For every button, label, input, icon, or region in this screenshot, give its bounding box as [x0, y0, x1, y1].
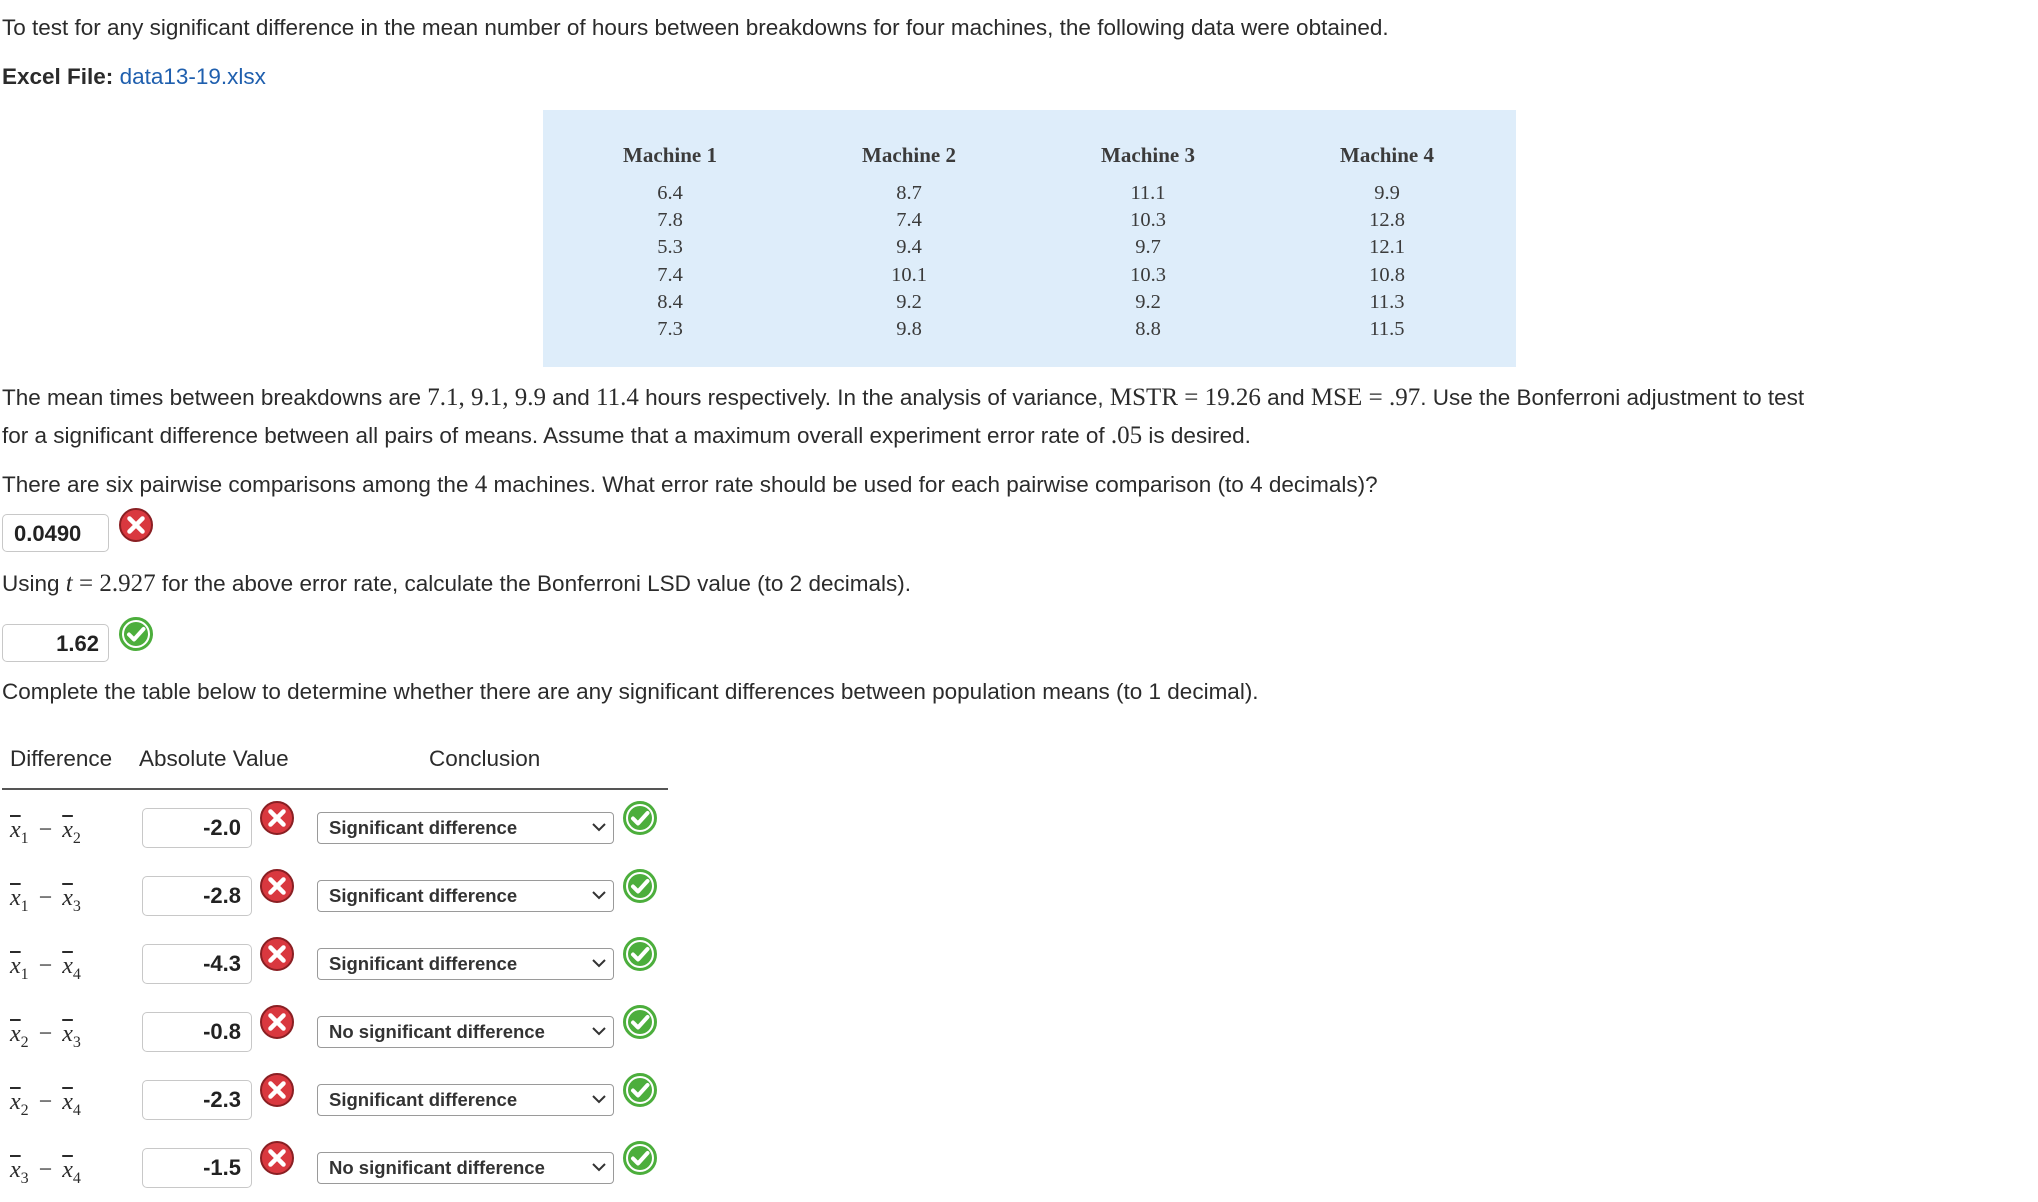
conclusion-selected-value: No significant difference	[329, 1157, 545, 1178]
excel-file-line	[2, 62, 266, 92]
machine-value: 11.3	[1369, 290, 1405, 313]
machine-column	[809, 140, 1009, 343]
correct-icon	[118, 616, 154, 652]
conclusion-select[interactable]	[317, 880, 614, 912]
machine-count: 4	[474, 471, 488, 498]
mean-1: 7.1	[427, 384, 459, 411]
excel-file-label: Excel File:	[2, 64, 114, 89]
subscript: 1	[20, 965, 29, 983]
absolute-value-input[interactable]: -2.3	[142, 1080, 252, 1120]
x-bar: $\overline{x}$	[62, 1021, 73, 1047]
alpha-value: .05	[1110, 422, 1143, 449]
machine-value: 7.4	[657, 263, 683, 286]
subscript: 1	[20, 829, 29, 847]
incorrect-icon	[259, 1140, 295, 1176]
machine-value: 8.7	[896, 182, 922, 204]
para-text: hours respectively. In the analysis of variance,	[638, 385, 1110, 410]
table-header-divider	[2, 788, 668, 790]
incorrect-icon	[259, 868, 295, 904]
x-bar: $\overline{x}$	[10, 817, 21, 843]
machine-column	[1048, 140, 1248, 343]
incorrect-icon	[259, 1004, 295, 1040]
chevron-down-icon	[592, 1094, 606, 1104]
difference-label	[10, 885, 81, 916]
minus-sign: −	[38, 1089, 53, 1115]
machine-value: 11.1	[1130, 182, 1166, 204]
x-bar: $\overline{x}$	[10, 953, 21, 979]
para-text: and	[545, 385, 597, 410]
machine-value: 9.2	[896, 290, 922, 313]
machine-header: Machine 2	[862, 143, 956, 167]
absolute-value-input[interactable]: -2.0	[142, 808, 252, 848]
machine-value: 10.3	[1130, 263, 1166, 286]
q2-text: for the above error rate, calculate the Bonferroni LSD value (to 2 decimals).	[155, 571, 911, 596]
mstr-value: 19.26	[1204, 384, 1261, 411]
absolute-value-input[interactable]: -4.3	[142, 944, 252, 984]
lsd-answer-input[interactable]: 1.62	[2, 624, 109, 662]
header-conclusion: Conclusion	[429, 746, 541, 771]
machine-value: 6.4	[657, 182, 683, 204]
q2-text: =	[72, 570, 100, 597]
subscript: 4	[72, 965, 81, 983]
para-text: ,	[458, 384, 471, 411]
machine-value: 12.1	[1369, 236, 1405, 259]
x-bar: $\overline{x}$	[62, 1089, 73, 1115]
x-bar: $\overline{x}$	[10, 1157, 21, 1183]
minus-sign: −	[38, 1021, 53, 1047]
subscript: 3	[20, 1169, 29, 1187]
absolute-value-input[interactable]: -2.8	[142, 876, 252, 916]
mean-2: 9.1	[470, 384, 503, 411]
chevron-down-icon	[592, 1026, 606, 1036]
conclusion-selected-value: Significant difference	[329, 953, 518, 974]
conclusion-select[interactable]	[317, 1016, 614, 1048]
x-bar: $\overline{x}$	[62, 1157, 73, 1183]
incorrect-icon	[259, 800, 295, 836]
para-text: The mean times between breakdowns are	[2, 385, 428, 410]
conclusion-select[interactable]	[317, 948, 614, 980]
machine-value: 11.5	[1369, 318, 1405, 341]
subscript: 2	[72, 829, 81, 847]
conclusion-selected-value: Significant difference	[329, 1089, 518, 1110]
subscript: 4	[72, 1101, 81, 1119]
para-text: =	[1362, 384, 1389, 411]
incorrect-icon	[259, 936, 295, 972]
question-error-rate	[2, 470, 1378, 500]
minus-sign: −	[38, 1157, 53, 1183]
mse-value: .97	[1388, 384, 1421, 411]
machine-value: 10.3	[1130, 209, 1166, 232]
q2-text: Using	[2, 571, 66, 596]
machine-column	[1287, 140, 1487, 343]
x-bar: $\overline{x}$	[62, 953, 73, 979]
correct-icon	[622, 936, 658, 972]
machine-value: 9.7	[1135, 236, 1161, 259]
t-symbol: t	[65, 570, 73, 597]
machine-value: 5.3	[657, 236, 683, 259]
question-lsd	[2, 569, 911, 599]
header-difference: Difference	[10, 746, 113, 771]
x-bar: $\overline{x}$	[62, 817, 73, 843]
means-paragraph-line2	[2, 421, 1251, 451]
incorrect-icon	[118, 507, 154, 543]
minus-sign: −	[38, 953, 53, 979]
chevron-down-icon	[592, 958, 606, 968]
absolute-value-input[interactable]: -1.5	[142, 1148, 252, 1188]
chevron-down-icon	[592, 890, 606, 900]
conclusion-selected-value: No significant difference	[329, 1021, 545, 1042]
q1-text: There are six pairwise comparisons among the	[2, 472, 475, 497]
machine-value: 7.3	[657, 318, 683, 341]
correct-icon	[622, 1004, 658, 1040]
machine-value: 7.4	[896, 209, 922, 232]
question-table-instructions: Complete the table below to determine whether there are any significant differences between population means (to 1 decimal).	[2, 679, 1259, 704]
subscript: 2	[20, 1101, 29, 1119]
correct-icon	[622, 800, 658, 836]
mstr-label: MSTR	[1109, 384, 1179, 411]
conclusion-select[interactable]	[317, 1084, 614, 1116]
machine-value: 9.9	[1374, 182, 1400, 204]
means-paragraph-line1	[2, 383, 1804, 413]
subscript: 3	[72, 1033, 81, 1051]
mean-3: 9.9	[514, 384, 546, 411]
x-bar: $\overline{x}$	[10, 1021, 21, 1047]
subscript: 2	[20, 1033, 29, 1051]
machine-column	[570, 140, 770, 343]
machine-value: 9.2	[1135, 290, 1161, 313]
para-text: and	[1260, 385, 1311, 410]
machine-value: 9.8	[896, 318, 922, 341]
difference-label	[10, 1157, 81, 1188]
intro-text: To test for any significant difference in the mean number of hours between breakdowns for four machines, the following data were obtained.	[2, 15, 1389, 40]
machine-value: 9.4	[896, 236, 922, 259]
header-absolute-value: Absolute Value	[139, 746, 289, 771]
conclusion-select[interactable]	[317, 812, 614, 844]
subscript: 3	[72, 897, 81, 915]
x-bar: $\overline{x}$	[62, 885, 73, 911]
minus-sign: −	[38, 817, 53, 843]
machine-value: 10.8	[1369, 263, 1405, 286]
machine-value: 10.1	[891, 263, 927, 286]
machine-header: Machine 3	[1101, 143, 1195, 167]
chevron-down-icon	[592, 1162, 606, 1172]
q1-text: machines. What error rate should be used for each pairwise comparison (to 4 decimals)?	[487, 472, 1378, 497]
conclusion-selected-value: Significant difference	[329, 817, 518, 838]
incorrect-icon	[259, 1072, 295, 1108]
mean-4: 11.4	[596, 384, 639, 411]
machine-value: 8.4	[657, 290, 683, 313]
para-text: ,	[502, 384, 515, 411]
minus-sign: −	[38, 885, 53, 911]
machine-header: Machine 1	[623, 143, 717, 167]
correct-icon	[622, 1072, 658, 1108]
machine-header: Machine 4	[1340, 143, 1434, 167]
correct-icon	[622, 868, 658, 904]
para-text: is desired.	[1142, 423, 1251, 448]
machine-value: 8.8	[1135, 318, 1161, 341]
conclusion-selected-value: Significant difference	[329, 885, 518, 906]
difference-label	[10, 1089, 81, 1120]
machine-value: 7.8	[657, 209, 683, 232]
correct-icon	[622, 1140, 658, 1176]
difference-label	[10, 817, 81, 848]
para-text: . Use the Bonferroni adjustment to test	[1420, 385, 1805, 410]
difference-label	[10, 953, 81, 984]
chevron-down-icon	[592, 822, 606, 832]
machine-data-table	[543, 110, 1516, 367]
para-text: for a significant difference between all pairs of means. Assume that a maximum overall experiment error rate of	[2, 423, 1111, 448]
subscript: 1	[20, 897, 29, 915]
conclusion-select[interactable]	[317, 1152, 614, 1184]
t-value: 2.927	[99, 570, 156, 597]
mse-label: MSE	[1310, 384, 1363, 411]
para-text: =	[1178, 384, 1205, 411]
excel-file-link[interactable]: data13-19.xlsx	[119, 64, 266, 89]
machine-value: 12.8	[1369, 209, 1405, 232]
error-rate-answer-input[interactable]: 0.0490	[2, 514, 109, 552]
subscript: 4	[72, 1169, 81, 1187]
x-bar: $\overline{x}$	[10, 1089, 21, 1115]
difference-label	[10, 1021, 81, 1052]
x-bar: $\overline{x}$	[10, 885, 21, 911]
absolute-value-input[interactable]: -0.8	[142, 1012, 252, 1052]
